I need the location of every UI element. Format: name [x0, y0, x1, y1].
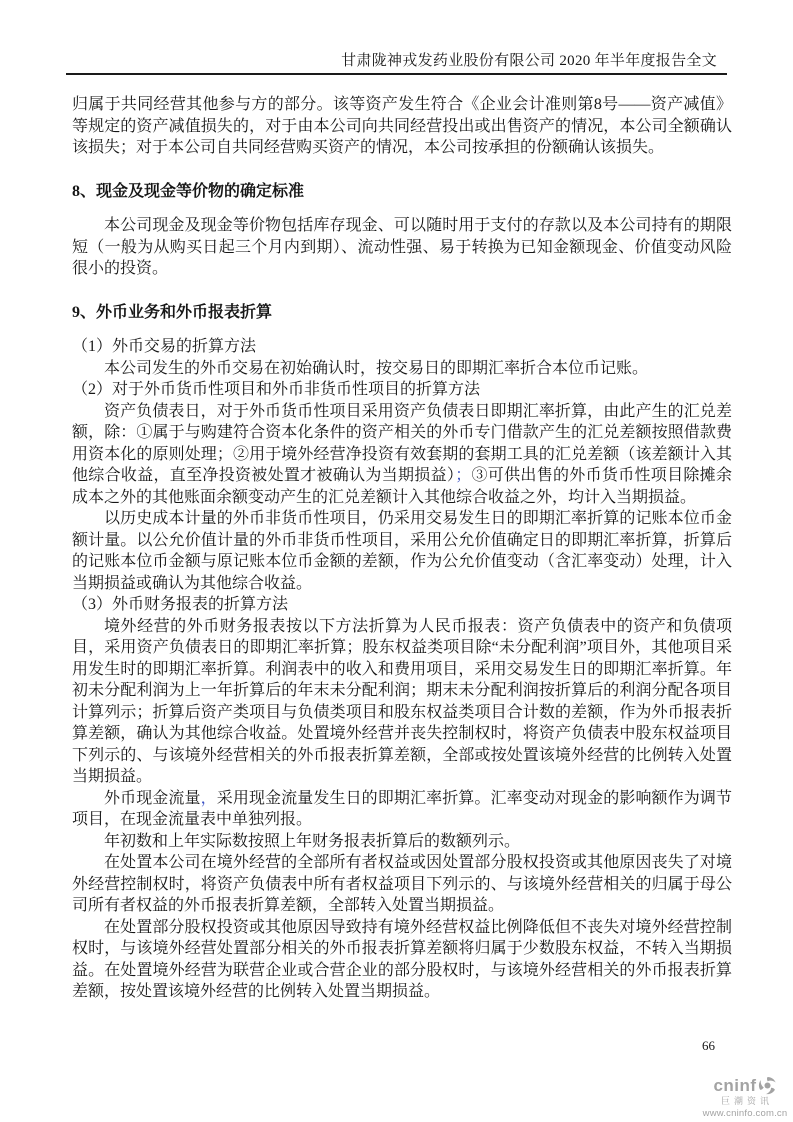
text-run: 以历史成本计量的外币非货币性项目，仍采用交易发生日的即期汇率折算的记账本位币金额计量。以公允价值计量的外币非货币性项目，采用公允价值确定日的即期汇率折算，折算后的记账本位币金额与原记账本位币金额的差额，作为公允价值变动（含汇率变动）处理，计入当期损益或确认为其他综合收益。: [72, 510, 732, 592]
report-header-title: 甘肃陇神戎发药业股份有限公司 2020 年半年度报告全文: [341, 53, 717, 69]
paragraph: [72, 358, 732, 380]
text-run: 在处置本公司在境外经营的全部所有者权益或因处置部分股权投资或其他原因丧失了对境外经营控制权时，将资产负债表中所有者权益项目下列示的、与该境外经营相关的归属于母公司所有者权益的外币报表折算差额，全部转入处置当期损益。: [72, 854, 732, 914]
text-run: 采用现金流量发生日的即期汇率折算。汇率变动对现金的影响额作为调节项目，在现金流量表中单独列报。: [72, 789, 732, 828]
text-run: 归属于共同经营其他参与方的部分。该等资产发生符合《企业会计准则第8号——资产减值》等规定的资产减值损失的，对于由本公司向共同经营投出或出售资产的情况，本公司全额确认该损失；对于本公司自共同经营购买资产的情况，本公司按承担的份额确认该损失。: [72, 96, 732, 156]
text-run: （1）外币交易的折算方法: [72, 338, 257, 355]
paragraph: [72, 852, 732, 917]
sub-heading: [72, 379, 732, 401]
section-heading: [72, 181, 732, 203]
paragraph: [72, 215, 732, 280]
paragraph: [72, 508, 732, 594]
text-run: ③可供出售的外币货币性项目除摊余成本之外的其他账面余额变动产生的汇兑差额计入其他综合收益之外，均计入当期损益。: [72, 467, 732, 506]
text-run: （2）对于外币货币性项目和外币非货币性项目的折算方法: [72, 381, 481, 398]
blue-punctuation: ；: [455, 467, 472, 484]
text-run: 本公司发生的外币交易在初始确认时，按交易日的即期汇率折合本位币记账。: [104, 359, 649, 377]
cninfo-logo-row: [698, 1076, 792, 1095]
text-run: 年初数和上年实际数按照上年财务报表折算后的数额列示。: [104, 832, 521, 850]
document-body: [72, 94, 732, 1003]
text-run: 外币现金流量: [104, 789, 201, 807]
text-run: 8、现金及现金等价物的确定标准: [72, 182, 305, 200]
section-heading: [72, 302, 732, 324]
paragraph: [72, 831, 732, 853]
paragraph: [72, 616, 732, 788]
paragraph: [72, 94, 732, 159]
text-run: 9、外币业务和外币报表折算: [72, 303, 273, 321]
page-header: [66, 50, 727, 75]
text-run: 本公司现金及现金等价物包括库存现金、可以随时用于支付的存款以及本公司持有的期限短（一般为从购买日起三个月内到期）、流动性强、易于转换为已知金额现金、价值变动风险很小的投资。: [72, 217, 732, 277]
cninfo-brand-text: cninf: [713, 1076, 757, 1095]
sub-heading: [72, 594, 732, 616]
cninfo-swirl-icon: [758, 1076, 777, 1095]
paragraph: [72, 788, 732, 831]
page-number: 66: [702, 1038, 715, 1053]
text-run: 资产负债表日，对于外币货币性项目采用资产负债表日即期汇率折算，由此产生的汇兑差额，除：①属于与购建符合资本化条件的资产相关的外币专门借款产生的汇兑差额按照借款费用资本化的原则处理；②用于境外经营净投资有效套期的套期工具的汇兑差额（该差额计入其他综合收益，直至净投资被处置才被确认为当期损益）: [72, 402, 732, 484]
blue-punctuation: ，: [200, 789, 217, 807]
cninfo-logo: [698, 1076, 792, 1119]
text-run: 境外经营的外币财务报表按以下方法折算为人民币报表：资产负债表中的资产和负债项目，采用资产负债表日的即期汇率折算；股东权益类项目除“未分配利润”项目外，其他项目采用发生时的即期汇率折算。利润表中的收入和费用项目，采用交易发生日的即期汇率折算。年初未分配利润为上一年折算后的年末未分配利润；期末未分配利润按折算后的利润分配各项目计算列示；折算后资产类项目与负债类项目和股东权益类项目合计数的差额，作为外币报表折算差额，确认为其他综合收益。处置境外经营并丧失控制权时，将资产负债表中股东权益项目下列示的、与该境外经营相关的外币报表折算差额，全部或按处置该境外经营的比例转入处置当期损益。: [72, 617, 732, 785]
paragraph: [72, 401, 732, 509]
cninfo-website: www.cninfo.com.cn: [702, 1108, 788, 1119]
sub-heading: [72, 336, 732, 358]
cninfo-chinese-name: 巨潮资讯: [720, 1096, 773, 1106]
text-run: 在处置部分股权投资或其他原因导致持有境外经营权益比例降低但不丧失对境外经营控制权时，与该境外经营处置部分相关的外币报表折算差额将归属于少数股东权益，不转入当期损益。在处置境外经营为联营企业或合营企业的部分股权时，与该境外经营相关的外币报表折算差额，按处置该境外经营的比例转入处置当期损益。: [72, 918, 732, 1000]
paragraph: [72, 917, 732, 1003]
text-run: （3）外币财务报表的折算方法: [72, 596, 289, 613]
